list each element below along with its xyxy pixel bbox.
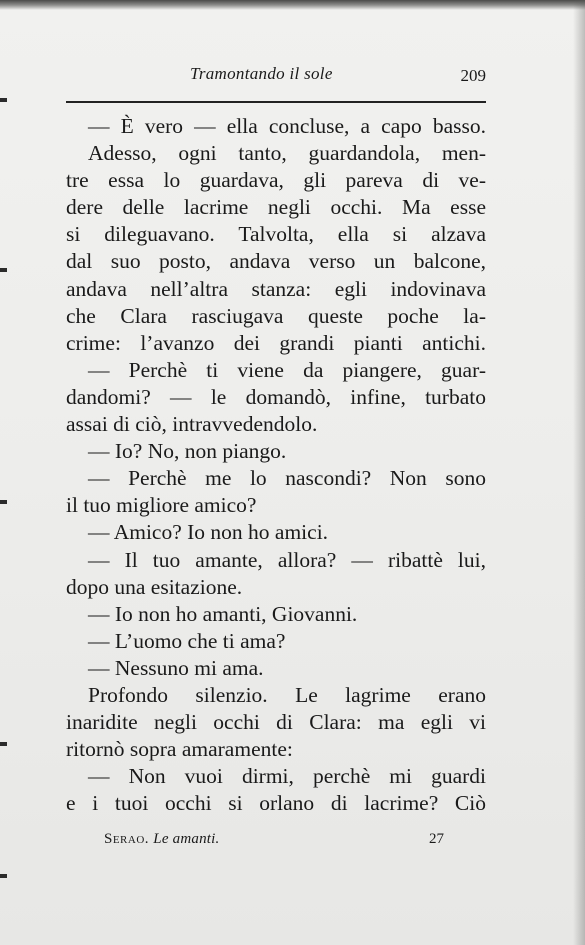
text-line: — Il tuo amante, allora? — ribattè lui, [88, 547, 486, 572]
text-line: il tuo migliore amico? [66, 493, 257, 518]
signature-mark: 27 [429, 831, 444, 847]
book-title: Le amanti. [153, 831, 220, 847]
text-line: inaridite negli occhi di Clara: ma egli vi [66, 710, 486, 735]
page-footer [104, 831, 444, 855]
margin-tick-mark [0, 742, 7, 746]
text-line: — Perchè me lo nascondi? Non sono [88, 466, 486, 491]
text-line: — Nessuno mi ama. [88, 655, 264, 680]
margin-tick-mark [0, 268, 7, 272]
text-line: andava nell’altra stanza: egli indovinava [66, 276, 486, 301]
text-line: dere delle lacrime negli occhi. Ma esse [66, 195, 486, 220]
text-line: — Non vuoi dirmi, perchè mi guardi [88, 764, 486, 789]
text-line: crime: l’avanzo dei grandi pianti antichi. [66, 330, 486, 355]
page-right-edge-shadow [573, 0, 585, 945]
text-line: si dileguavano. Talvolta, ella si alzava [66, 222, 486, 247]
text-line: dal suo posto, andava verso un balcone, [66, 249, 486, 274]
text-line: — L’uomo che ti ama? [88, 628, 286, 653]
text-line: dandomi? — le domandò, infine, turbato [66, 384, 486, 409]
page-top-edge [0, 0, 585, 10]
page-number: 209 [460, 66, 486, 85]
body-text [66, 113, 486, 817]
text-line: che Clara rasciugava queste poche la- [66, 303, 486, 328]
text-line: dopo una esitazione. [66, 574, 243, 599]
running-head [66, 64, 486, 90]
running-title: Tramontando il sole [190, 64, 333, 83]
text-line: — Io non ho amanti, Giovanni. [88, 601, 358, 626]
text-line: Profondo silenzio. Le lagrime erano [88, 682, 486, 707]
header-rule [66, 101, 486, 103]
text-line: e i tuoi occhi si orlano di lacrime? Ciò [66, 791, 486, 816]
author-name: Serao. [104, 831, 150, 847]
text-line: Adesso, ogni tanto, guardandola, men- [88, 141, 486, 166]
text-line: — Amico? Io non ho amici. [88, 520, 329, 545]
text-line: — È vero — ella concluse, a capo basso. [88, 114, 486, 138]
text-line: — Io? No, non piango. [88, 439, 287, 464]
text-line: ritornò sopra amaramente: [66, 737, 293, 762]
margin-tick-mark [0, 500, 7, 504]
margin-tick-mark [0, 874, 7, 878]
signature-line [104, 831, 219, 848]
text-line: assai di ciò, intravvedendolo. [66, 412, 318, 437]
text-line: — Perchè ti viene da piangere, guar- [88, 357, 486, 382]
margin-tick-mark [0, 98, 7, 102]
text-line: tre essa lo guardava, gli pareva di ve- [66, 168, 486, 193]
